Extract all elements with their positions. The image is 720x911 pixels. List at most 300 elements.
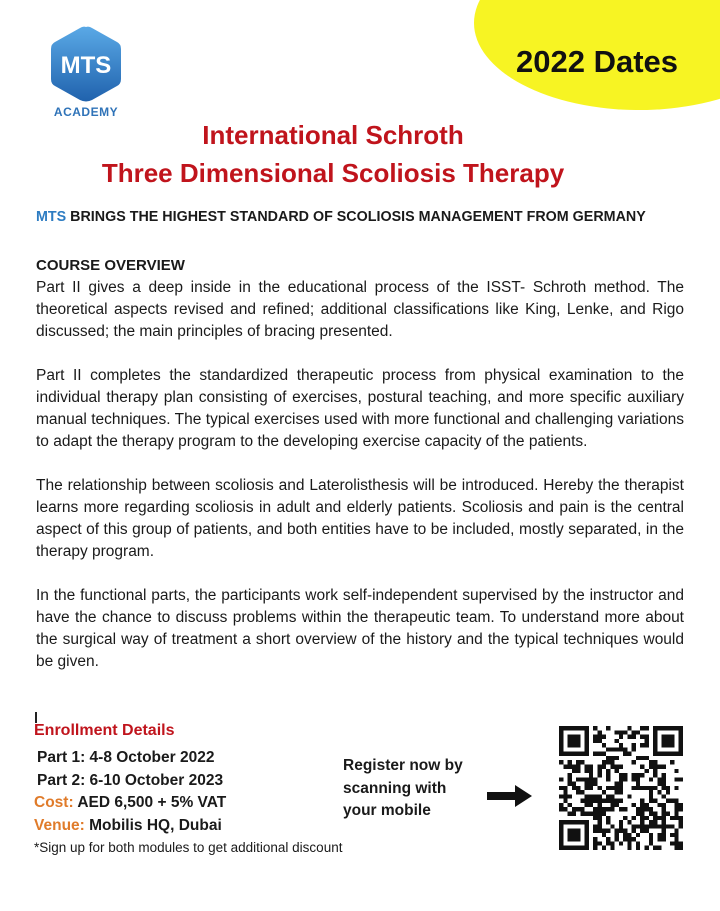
- qr-module: [559, 786, 563, 790]
- qr-module: [627, 726, 631, 730]
- qr-module: [615, 833, 619, 837]
- qr-module: [653, 764, 657, 768]
- qr-module: [602, 799, 606, 803]
- qr-module: [602, 790, 606, 794]
- qr-module: [640, 799, 644, 803]
- qr-module: [597, 799, 601, 803]
- qr-module: [610, 841, 614, 845]
- qr-module: [645, 829, 649, 833]
- qr-module: [662, 794, 666, 798]
- enrollment-details: [34, 722, 342, 858]
- qr-module: [619, 747, 623, 751]
- qr-code-icon[interactable]: [558, 726, 684, 855]
- qr-module: [602, 735, 606, 739]
- qr-module: [627, 752, 631, 756]
- qr-module: [576, 807, 580, 811]
- qr-module: [623, 747, 627, 751]
- overview-paragraph: The relationship between scoliosis and Laterolisthesis will be introduced. Hereby the therapist learns more regarding scoliosis in adult and elderly patients. Scoliosis and pain is the central aspect of this group of patients, and both entities have to be included, mostly separated, in the therapy program.: [36, 477, 684, 560]
- qr-module: [597, 824, 601, 828]
- page-title-line-2: Three Dimensional Scoliosis Therapy: [101, 158, 565, 188]
- qr-module: [632, 803, 636, 807]
- qr-module: [610, 846, 614, 850]
- qr-module: [606, 807, 610, 811]
- qr-module: [649, 820, 653, 824]
- qr-module: [597, 829, 601, 833]
- qr-module: [615, 799, 619, 803]
- qr-module: [602, 807, 606, 811]
- logo-hexagon-icon: [47, 24, 125, 106]
- qr-module: [636, 833, 640, 837]
- qr-module: [670, 816, 674, 820]
- qr-module: [593, 777, 597, 781]
- qr-module: [662, 773, 666, 777]
- qr-module: [632, 786, 636, 790]
- qr-module: [568, 794, 572, 798]
- qr-module: [619, 841, 623, 845]
- qr-module: [640, 812, 644, 816]
- qr-module: [602, 833, 606, 837]
- mts-academy-logo: [47, 24, 125, 124]
- qr-module: [606, 837, 610, 841]
- qr-module: [568, 764, 572, 768]
- qr-module: [606, 799, 610, 803]
- qr-module: [649, 790, 653, 794]
- register-line-2: scanning with: [343, 779, 447, 797]
- qr-module: [568, 803, 572, 807]
- qr-module: [649, 807, 653, 811]
- qr-module: [679, 807, 683, 811]
- enrollment-heading: Enrollment Details: [34, 722, 175, 739]
- qr-module: [662, 824, 666, 828]
- qr-module: [597, 841, 601, 845]
- qr-module: [674, 769, 678, 773]
- qr-module: [679, 846, 683, 850]
- qr-module: [623, 730, 627, 734]
- qr-module: [602, 764, 606, 768]
- cost-value: AED 6,500 + 5% VAT: [73, 794, 227, 811]
- overview-paragraph: In the functional parts, the participants work self-independent supervised by the instructor and have the chance to discuss problems within the therapeutic team. To understand more about the surgical way of treatment a short overview of the history and the typical techniques would be given.: [36, 587, 684, 670]
- qr-module: [649, 833, 653, 837]
- qr-module: [559, 807, 563, 811]
- qr-module: [619, 829, 623, 833]
- qr-module: [572, 812, 576, 816]
- qr-module: [662, 833, 666, 837]
- qr-module: [576, 777, 580, 781]
- qr-module: [679, 777, 683, 781]
- qr-module: [597, 773, 601, 777]
- qr-module: [679, 820, 683, 824]
- venue-line: [34, 815, 342, 838]
- qr-module: [662, 812, 666, 816]
- qr-module: [597, 816, 601, 820]
- qr-module: [597, 786, 601, 790]
- qr-module: [640, 824, 644, 828]
- qr-module: [653, 773, 657, 777]
- qr-module: [636, 807, 640, 811]
- qr-module: [576, 790, 580, 794]
- qr-module: [674, 807, 678, 811]
- qr-module: [645, 735, 649, 739]
- qr-module: [632, 760, 636, 764]
- qr-module: [649, 764, 653, 768]
- qr-module: [615, 730, 619, 734]
- qr-module: [593, 837, 597, 841]
- qr-module: [597, 803, 601, 807]
- qr-module: [653, 799, 657, 803]
- qr-module: [649, 786, 653, 790]
- qr-module: [580, 790, 584, 794]
- qr-module: [632, 735, 636, 739]
- qr-module: [657, 833, 661, 837]
- qr-module: [645, 726, 649, 730]
- qr-module: [653, 824, 657, 828]
- course-overview: [36, 255, 684, 695]
- qr-module: [615, 803, 619, 807]
- qr-module: [623, 807, 627, 811]
- qr-module: [597, 752, 601, 756]
- qr-module: [640, 807, 644, 811]
- qr-module: [593, 752, 597, 756]
- qr-module: [662, 816, 666, 820]
- qr-module: [615, 769, 619, 773]
- qr-module: [585, 794, 589, 798]
- qr-module: [593, 735, 597, 739]
- qr-module: [653, 820, 657, 824]
- qr-module: [632, 816, 636, 820]
- qr-module: [657, 803, 661, 807]
- qr-module: [645, 816, 649, 820]
- tagline-brand: MTS: [36, 209, 67, 225]
- qr-module: [674, 777, 678, 781]
- qr-module: [640, 786, 644, 790]
- logo-wordmark: ACADEMY: [53, 105, 119, 119]
- qr-module: [610, 794, 614, 798]
- page-title-line-1: International Schroth: [202, 120, 464, 150]
- qr-module: [627, 846, 631, 850]
- qr-module: [589, 777, 593, 781]
- qr-module: [662, 803, 666, 807]
- qr-module: [636, 812, 640, 816]
- qr-module: [645, 756, 649, 760]
- qr-module: [589, 764, 593, 768]
- qr-module: [662, 777, 666, 781]
- qr-module: [662, 829, 666, 833]
- qr-module: [585, 812, 589, 816]
- qr-module: [559, 803, 563, 807]
- qr-module: [653, 760, 657, 764]
- qr-module: [606, 794, 610, 798]
- qr-module: [593, 816, 597, 820]
- qr-module: [640, 816, 644, 820]
- qr-module: [606, 747, 610, 751]
- qr-module: [640, 773, 644, 777]
- qr-module: [670, 824, 674, 828]
- qr-module: [610, 756, 614, 760]
- overview-paragraph: Part II gives a deep inside in the educational process of the ISST- Schroth method. The theoretical aspects revised and refined; additional classifications like King, Lenke, and Rigo discussed; the main principles of bracing presented.: [36, 279, 684, 340]
- register-line-1: Register now by: [343, 757, 463, 774]
- qr-module: [636, 846, 640, 850]
- qr-module: [657, 790, 661, 794]
- qr-module: [649, 824, 653, 828]
- qr-module: [632, 777, 636, 781]
- qr-module: [606, 841, 610, 845]
- qr-module: [657, 846, 661, 850]
- qr-module: [627, 837, 631, 841]
- qr-module: [589, 769, 593, 773]
- qr-module: [615, 756, 619, 760]
- qr-module: [602, 752, 606, 756]
- qr-module: [670, 760, 674, 764]
- qr-module: [610, 760, 614, 764]
- qr-module: [572, 786, 576, 790]
- qr-module: [666, 790, 670, 794]
- qr-module: [593, 824, 597, 828]
- qr-module: [653, 816, 657, 820]
- qr-module: [649, 794, 653, 798]
- qr-module: [615, 829, 619, 833]
- part-1-dates: Part 1: 4-8 October 2022: [37, 749, 215, 766]
- qr-module: [593, 739, 597, 743]
- qr-module: [645, 743, 649, 747]
- qr-module: [615, 837, 619, 841]
- qr-module: [606, 769, 610, 773]
- qr-module: [580, 777, 584, 781]
- qr-module: [602, 760, 606, 764]
- qr-module: [619, 807, 623, 811]
- qr-module: [593, 782, 597, 786]
- qr-module: [563, 807, 567, 811]
- qr-module: [674, 803, 678, 807]
- part-2-dates: Part 2: 6-10 October 2023: [37, 771, 224, 789]
- qr-module: [657, 782, 661, 786]
- qr-module: [670, 841, 674, 845]
- qr-module: [674, 816, 678, 820]
- qr-module: [606, 786, 610, 790]
- qr-module: [636, 786, 640, 790]
- qr-module: [679, 803, 683, 807]
- qr-module: [657, 777, 661, 781]
- course-overview-heading: COURSE OVERVIEW: [36, 257, 185, 274]
- qr-module: [572, 764, 576, 768]
- dates-badge: 2022 Dates: [516, 44, 679, 79]
- qr-module: [610, 764, 614, 768]
- qr-module: [619, 743, 623, 747]
- qr-module: [670, 833, 674, 837]
- qr-module: [645, 769, 649, 773]
- qr-module: [636, 824, 640, 828]
- qr-module: [589, 803, 593, 807]
- overview-paragraph: Part II completes the standardized therapeutic process from physical examination to the individual therapy plan consisting of exercises, postural teaching, and more specific auxiliary manual techniques. The typical exercises used with more functional and challenging variations to adapt the therapy program to the developing exercise capacity of the patients.: [36, 367, 684, 450]
- qr-module: [636, 773, 640, 777]
- qr-module: [636, 841, 640, 845]
- qr-module: [619, 824, 623, 828]
- qr-module: [606, 820, 610, 824]
- qr-module: [640, 764, 644, 768]
- qr-module: [632, 743, 636, 747]
- qr-module: [649, 841, 653, 845]
- qr-module: [580, 760, 584, 764]
- qr-module: [653, 846, 657, 850]
- qr-module: [623, 833, 627, 837]
- qr-module: [632, 730, 636, 734]
- qr-module: [572, 769, 576, 773]
- qr-module: [597, 739, 601, 743]
- qr-module: [645, 846, 649, 850]
- qr-module: [593, 846, 597, 850]
- qr-module: [563, 786, 567, 790]
- qr-module: [597, 735, 601, 739]
- qr-module: [679, 824, 683, 828]
- qr-module: [585, 769, 589, 773]
- qr-module: [593, 794, 597, 798]
- qr-module: [623, 837, 627, 841]
- qr-module: [674, 812, 678, 816]
- logo-monogram: MTS: [60, 52, 112, 79]
- qr-module: [572, 782, 576, 786]
- qr-module: [645, 803, 649, 807]
- qr-module: [576, 764, 580, 768]
- qr-module: [610, 747, 614, 751]
- qr-module: [559, 794, 563, 798]
- qr-module: [602, 743, 606, 747]
- qr-module: [589, 782, 593, 786]
- qr-module: [589, 786, 593, 790]
- qr-module: [568, 812, 572, 816]
- qr-module: [662, 782, 666, 786]
- qr-module: [610, 799, 614, 803]
- qr-module: [640, 820, 644, 824]
- qr-module: [674, 846, 678, 850]
- qr-module: [619, 764, 623, 768]
- qr-module: [568, 777, 572, 781]
- qr-module: [657, 824, 661, 828]
- qr-module: [674, 786, 678, 790]
- qr-module: [666, 824, 670, 828]
- qr-module: [563, 764, 567, 768]
- discount-note: *Sign up for both modules to get additional discount: [34, 840, 343, 855]
- qr-module: [653, 786, 657, 790]
- qr-module: [619, 730, 623, 734]
- qr-module: [606, 777, 610, 781]
- qr-module: [606, 760, 610, 764]
- qr-module: [602, 829, 606, 833]
- qr-module: [563, 799, 567, 803]
- qr-module: [679, 841, 683, 845]
- qr-module: [662, 820, 666, 824]
- qr-module: [585, 786, 589, 790]
- qr-module: [568, 782, 572, 786]
- qr-module: [666, 812, 670, 816]
- qr-module: [606, 726, 610, 730]
- qr-module: [662, 786, 666, 790]
- qr-module: [576, 786, 580, 790]
- qr-module: [636, 782, 640, 786]
- qr-module: [649, 777, 653, 781]
- qr-module: [674, 833, 678, 837]
- qr-module: [657, 764, 661, 768]
- qr-module: [593, 726, 597, 730]
- qr-module: [563, 794, 567, 798]
- qr-module: [636, 756, 640, 760]
- qr-module: [585, 782, 589, 786]
- qr-module: [597, 807, 601, 811]
- qr-module: [619, 820, 623, 824]
- qr-module: [597, 794, 601, 798]
- qr-module: [597, 820, 601, 824]
- qr-module: [610, 824, 614, 828]
- qr-module: [636, 777, 640, 781]
- qr-module: [627, 833, 631, 837]
- qr-module: [585, 803, 589, 807]
- qr-module: [632, 773, 636, 777]
- qr-module: [640, 803, 644, 807]
- qr-module: [640, 756, 644, 760]
- qr-module: [559, 760, 563, 764]
- qr-module: [645, 739, 649, 743]
- qr-module: [602, 812, 606, 816]
- qr-module: [623, 829, 627, 833]
- qr-module: [615, 747, 619, 751]
- qr-module: [627, 735, 631, 739]
- register-line-3: your mobile: [343, 802, 431, 819]
- qr-module: [653, 769, 657, 773]
- qr-module: [619, 735, 623, 739]
- qr-module: [645, 824, 649, 828]
- qr-module: [597, 730, 601, 734]
- tagline: [36, 209, 646, 225]
- qr-module: [649, 760, 653, 764]
- qr-module: [597, 769, 601, 773]
- register-prompt: [343, 755, 493, 823]
- qr-module: [585, 764, 589, 768]
- qr-module: [563, 790, 567, 794]
- qr-module: [649, 837, 653, 841]
- venue-label: Venue:: [34, 816, 85, 834]
- qr-module: [657, 816, 661, 820]
- tagline-text: BRINGS THE HIGHEST STANDARD OF SCOLIOSIS MANAGEMENT FROM GERMANY: [66, 209, 646, 225]
- qr-module: [640, 726, 644, 730]
- qr-module: [559, 777, 563, 781]
- qr-module: [666, 786, 670, 790]
- qr-module: [606, 756, 610, 760]
- qr-module: [580, 799, 584, 803]
- qr-module: [627, 794, 631, 798]
- qr-module: [632, 829, 636, 833]
- qr-module: [657, 837, 661, 841]
- qr-module: [674, 799, 678, 803]
- qr-module: [615, 739, 619, 743]
- qr-module: [619, 799, 623, 803]
- qr-module: [632, 824, 636, 828]
- qr-module: [662, 807, 666, 811]
- qr-module: [670, 799, 674, 803]
- qr-module: [679, 816, 683, 820]
- qr-module: [632, 837, 636, 841]
- qr-module: [640, 829, 644, 833]
- qr-module: [576, 760, 580, 764]
- qr-module: [610, 803, 614, 807]
- qr-module: [645, 786, 649, 790]
- qr-module: [606, 816, 610, 820]
- qr-module: [640, 743, 644, 747]
- venue-value: Mobilis HQ, Dubai: [84, 816, 222, 834]
- qr-module: [593, 841, 597, 845]
- qr-module: [674, 829, 678, 833]
- qr-module: [580, 807, 584, 811]
- qr-module: [674, 837, 678, 841]
- qr-module: [593, 829, 597, 833]
- qr-module: [597, 764, 601, 768]
